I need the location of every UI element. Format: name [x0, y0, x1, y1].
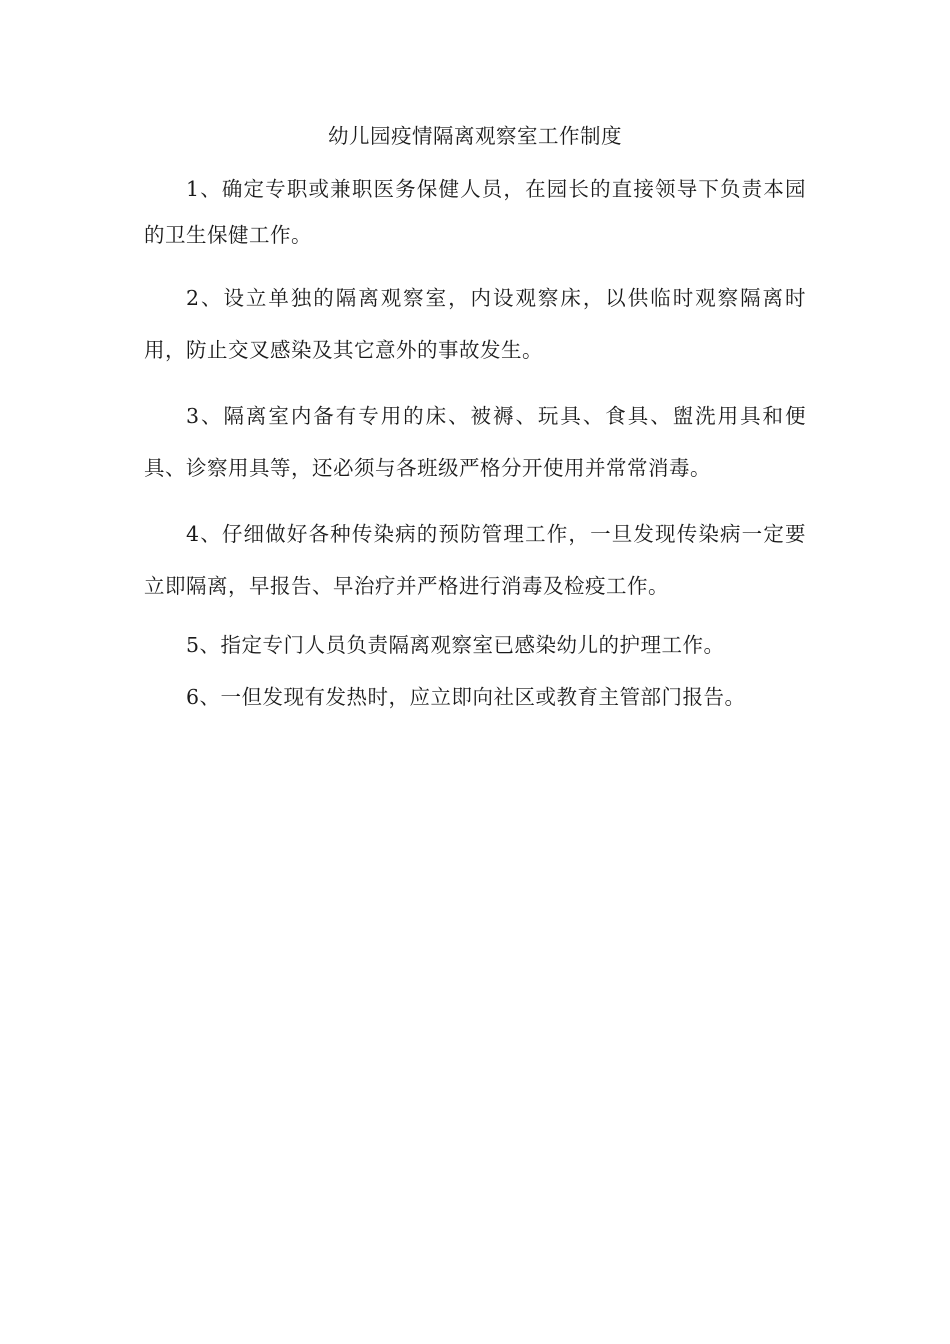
paragraph-2: 2、设立单独的隔离观察室，内设观察床，以供临时观察隔离时用，防止交叉感染及其它意外的事故发生。 [144, 286, 806, 362]
document-body [144, 118, 806, 730]
document-title: 幼儿园疫情隔离观察室工作制度 [328, 124, 622, 148]
paragraph-6: 6、一但发现有发热时，应立即向社区或教育主管部门报告。 [186, 685, 746, 709]
paragraph-5: 5、指定专门人员负责隔离观察室已感染幼儿的护理工作。 [186, 633, 725, 657]
paragraph-3: 3、隔离室内备有专用的床、被褥、玩具、食具、盥洗用具和便具、诊察用具等，还必须与各班级严格分开使用并常常消毒。 [144, 404, 806, 480]
paragraph-4: 4、仔细做好各种传染病的预防管理工作，一旦发现传染病一定要立即隔离，早报告、早治疗并严格进行消毒及检疫工作。 [144, 522, 806, 598]
paragraph-1: 1、确定专职或兼职医务保健人员，在园长的直接领导下负责本园的卫生保健工作。 [144, 177, 806, 247]
